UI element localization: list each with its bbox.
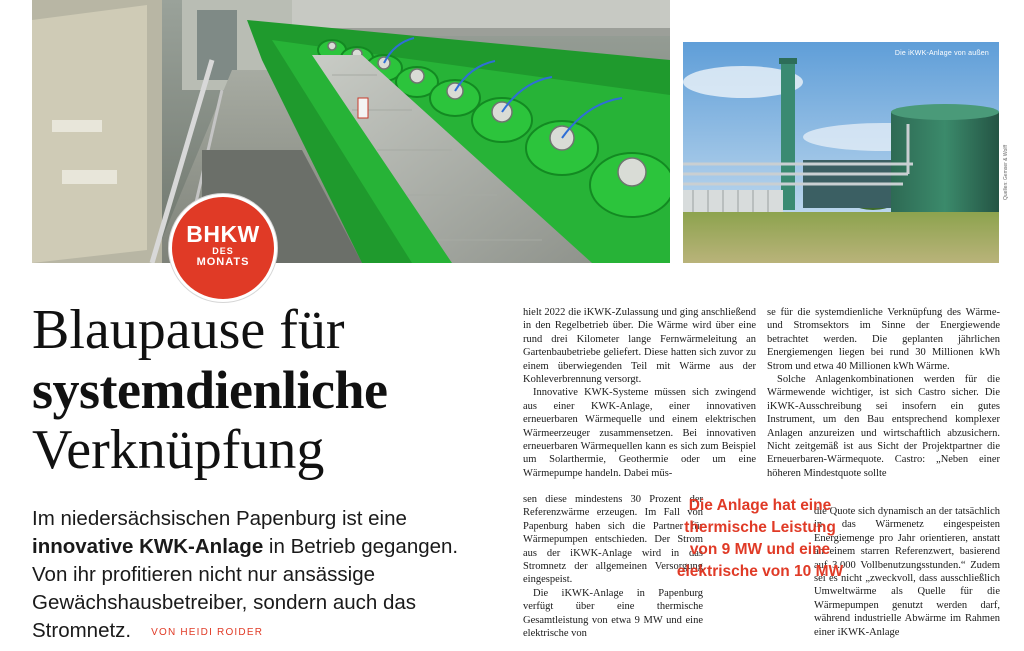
column2-paragraph-2: Solche Anlagenkombinationen werden für die Wärmewende wichtiger, ist sich Castro sicher. Die iKWK-Ausschreibung sei insofern ein gutes Instrument, um den Bau entsprechend komplexer Anlagen anzureizen und wirtschaftlich abzusichern. Nicht zeitgemäß ist aus Sicht der Projektpartner die Erneuerbaren-Wärmequote. Castro: „Neben einer höheren Mindestquote sollte [767, 374, 1000, 479]
column1-paragraph-2: Innovative KWK-Systeme müssen sich zwingend aus einer KWK-Anlage, einer innovativen erneuerbaren Wärmequelle und einem elektrischen Wärmeerzeuger zusammensetzen. Bei innovativen erneuerbaren Wärmequellen kann es sich zum Beispiel um Solarthermie, Geothermie oder um eine Wärmepumpe handeln. Dabei müs- [523, 387, 756, 479]
badge-line-2: DES [212, 246, 234, 256]
lead-text-2: in Betrieb gegangen. Von ihr profitieren nicht nur ansässige Gewächshausbetreiber, sondern auch das Stromnetz. [32, 535, 459, 642]
article-headline [32, 300, 502, 480]
column2-paragraph-1: se für die systemdienliche Verknüpfung des Wärme- und Stromsektors im Sinne der Energiewende betrachtet werden. Die geplanten jährlichen Energiemengen liegen bei rund 30 Millionen kWh Strom und etwa 40 Millionen kWh Wärme. [767, 307, 1000, 372]
headline-line-1: Blaupause für [32, 299, 345, 361]
lead-bold: innovative KWK-Anlage [32, 535, 264, 558]
badge-line-1: BHKW [186, 221, 260, 247]
column1-paragraph-3: Die iKWK-Anlage in Papenburg verfügt über eine thermische Gesamtleistung von etwa 9 MW und eine elektrische von [523, 587, 703, 640]
article-lead [32, 505, 482, 647]
engine-hall-illustration [32, 0, 670, 263]
column1-paragraph-2-continued: sen diese mindestens 30 Prozent der Referenzwärme erzeugen. Im Fall von Papenburg haben sich die Partner für Wärmepumpen entschieden. Der Strom aus der iKWK-Anlage wird in das Stromnetz der allgemeinen Versorgung eingespeist. [523, 494, 703, 586]
photo-caption: Die iKWK-Anlage von außen [894, 50, 989, 57]
bhkw-des-monats-badge [169, 194, 277, 302]
plant-exterior-photo [683, 42, 999, 263]
column2-paragraph-2-continued: die Quote sich dynamisch an der tatsächlich in das Wärmenetz eingespeisten Energiemenge pro Jahr orientieren, anstatt an einem starren Referenzwert, basierend auf 3.000 Vollbenutzungsstunden.“ Zudem sei es nicht „zweckvoll, dass ausschließlich Umweltwärme als Quelle für die Wärmepumpen genutzt werden darf, während industrielle Abwärme im Rahmen einer iKWK-Anlage [814, 506, 1000, 638]
author-byline: VON HEIDI ROIDER [151, 627, 264, 638]
text-column-2 [767, 306, 1000, 480]
headline-line-2: systemdienliche [32, 360, 388, 420]
column1-paragraph-1: hielt 2022 die iKWK-Zulassung und ging anschließend in den Regelbetrieb über. Die Wärme wird über eine rund drei Kilometer lange Fernwärmeleitung an Gartenbaubetriebe geliefert. Diese hatten sich zuvor zu einem überwiegenden Teil mit Wärme aus der Kohleverbrennung versorgt. [523, 307, 756, 386]
badge-line-3: MONATS [196, 256, 250, 268]
headline-line-3: Verknüpfung [32, 419, 325, 481]
plant-exterior-illustration [683, 42, 999, 263]
text-column-1 [523, 306, 756, 480]
lead-text-1: Im niedersächsischen Papenburg ist eine [32, 507, 407, 530]
photo-credit: Quellen: Gemser & Wolff [1003, 144, 1009, 200]
pull-quote: Die Anlage hat eine thermische Leistung von 9 MW und eine elektrische von 10 MW [676, 497, 844, 580]
engine-hall-photo [32, 0, 670, 263]
